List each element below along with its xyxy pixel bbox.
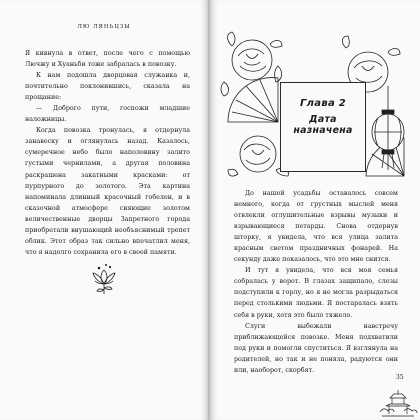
running-header: ЛЮ ЛЯНЬЦЗЫ (77, 24, 131, 30)
paragraph: К нам подошла дворцовая служанка и, почтительно поклонившись, сказала на прощание: (25, 72, 190, 102)
paragraph: До нашей усадьбы оставалось совсем немного, когда от грустных мыслей меня отвлекли оглушительные взрывы музыки и взрывающиеся петарды. Снова отдернув шторку, я увидела, что вся улица залита красным светом праздничных фонарей. На секунду даже показалось, что это мне снится. (234, 190, 398, 264)
paragraph: Я кивнула в ответ, после чего с помощью Лючжу и Хуаньби тоже забралась в повозку. (25, 50, 190, 69)
page-number: 35 (396, 374, 404, 381)
left-page (0, 0, 208, 420)
paragraph: Слуги выбежали навстречу приближающейся повозке. Меня подхватили под руки и помогли спуститься. Я взглянула на родителей, но так и не поняла, радуются они или, наоборот, скорбят. (234, 322, 398, 374)
pagoda-clouds-icon (378, 386, 418, 420)
lotus-flower-icon (86, 262, 122, 298)
paragraph: Когда повозка тронулась, я отдернула занавеску и оглянулась назад. Казалось, сумеречное небо было наполовину залито густыми чернилами, а другая половина раскрашена закатными красками: от пурпурного до золотого. Эта картина напоминала длинный красочный гобелен, и в сказочной атмосфере сияющие золотом величественные дворцы Запретного города приобретали внушающий необъяснимый трепет облик. Этот образ так сильно впечатлил меня, что я надолго сохранила его в своей памяти. (25, 127, 190, 256)
paragraph: И тут я увидела, что вся моя семья собралась у ворот. В глазах защипало, слезы подступили к горлу, но я не могла разрыдаться перед столькими людьми. Я постаралась взять себя в руки, хотя это было тяжело. (234, 267, 398, 319)
chapter-title: Дата назначена (293, 114, 353, 136)
paragraph: — Доброго пути, госпожи младшие наложницы. (25, 105, 190, 124)
right-body-text (234, 188, 398, 376)
right-page (210, 0, 420, 420)
left-body-text (25, 48, 190, 258)
chapter-number: Глава 2 (299, 98, 347, 109)
